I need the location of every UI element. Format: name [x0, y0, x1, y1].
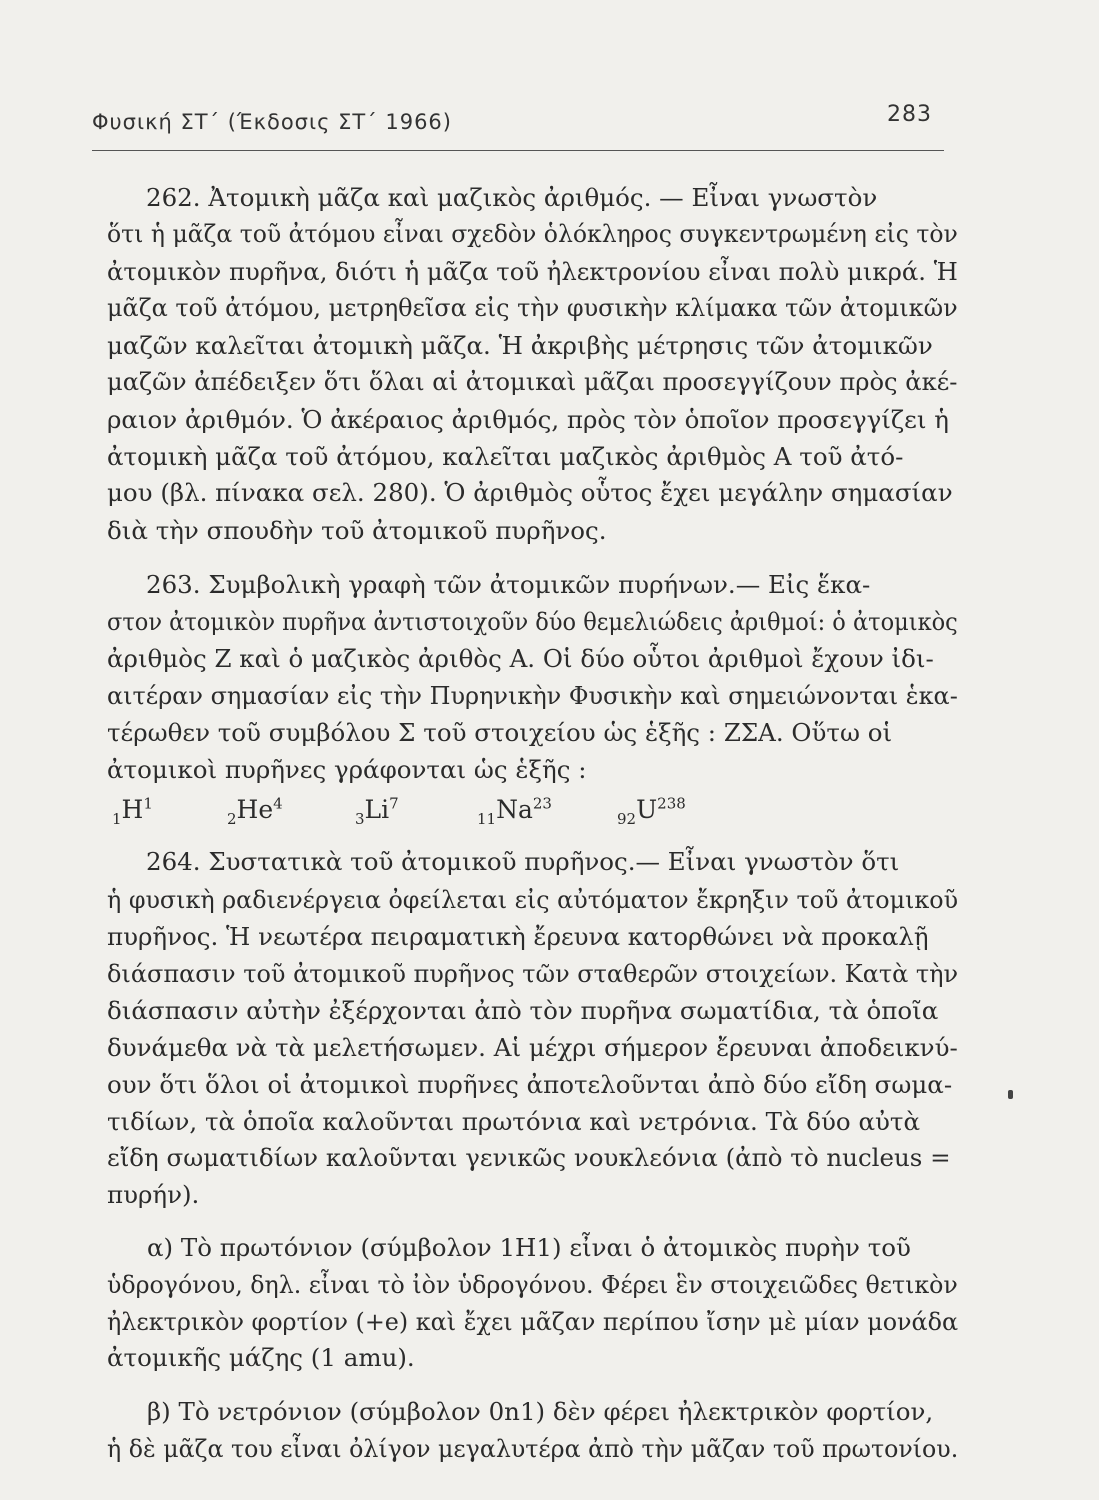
header-title: Φυσική ΣΤ΄ (Έκδοσις ΣΤ΄ 1966) [92, 110, 452, 134]
text-line: διὰ τὴν σπουδὴν τοῦ ἀτομικοῦ πυρῆνος. [107, 516, 607, 545]
text-line: ἡ δὲ μᾶζα του εἶναι ὀλίγον μεγαλυτέρα ἀπὸ τὴν μᾶζαν τοῦ πρωτονίου. [107, 1434, 959, 1463]
text-line: μαζῶν καλεῖται ἀτομικὴ μᾶζα. Ἡ ἀκριβὴς μέτρησις τῶν ἀτομικῶν [107, 331, 933, 360]
text-line: πυρῆνος. Ἡ νεωτέρα πειραματικὴ ἔρευνα κατορθώνει νὰ προκαλῇ [107, 922, 929, 951]
text-line: ἀριθμὸς Ζ καὶ ὁ μαζικὸς ἀριθὸς Α. Οἱ δύο οὗτοι ἀριθμοὶ ἔχουν ἰδι- [107, 644, 934, 673]
header-rule [92, 150, 944, 151]
text-line: ὅτι ἡ μᾶζα τοῦ ἀτόμου εἶναι σχεδὸν ὁλόκληρος συγκεντρωμένη εἰς τὸν [107, 219, 958, 248]
text-line: εἴδη σωματιδίων καλοῦνται γενικῶς νουκλεόνια (ἀπὸ τὸ nucleus = [107, 1143, 951, 1172]
nuclide-formula: $_{92}U^{238}$ [617, 794, 686, 828]
nuclide-formula: $_{11}Na^{23}$ [477, 794, 552, 828]
text-line: διάσπασιν τοῦ ἀτομικοῦ πυρῆνος τῶν σταθερῶν στοιχείων. Κατὰ τὴν [107, 959, 959, 988]
section-264-heading-line: 264. Συστατικὰ τοῦ ἀτομικοῦ πυρῆνος.— Εἶναι γνωστὸν ὅτι [146, 847, 900, 876]
proton-paragraph-line: α) Τὸ πρωτόνιον (σύμβολον 1H1) εἶναι ὁ ἀτομικὸς πυρὴν τοῦ [147, 1233, 911, 1262]
text-line: ἀτομικὸν πυρῆνα, διότι ἡ μᾶζα τοῦ ἠλεκτρονίου εἶναι πολὺ μικρά. Ἡ [107, 257, 958, 286]
text-line: ουν ὅτι ὅλοι οἱ ἀτομικοὶ πυρῆνες ἀποτελοῦνται ἀπὸ δύο εἴδη σωμα- [107, 1070, 953, 1099]
text-line: ἀτομικοὶ πυρῆνες γράφονται ὡς ἑξῆς : [107, 755, 587, 784]
neutron-paragraph-line: β) Τὸ νετρόνιον (σύμβολον 0n1) δὲν φέρει ἠλεκτρικὸν φορτίον, [147, 1397, 934, 1426]
text-line: μου (βλ. πίνακα σελ. 280). Ὁ ἀριθμὸς οὗτος ἔχει μεγάλην σημασίαν [107, 478, 953, 507]
page-number: 283 [887, 102, 932, 127]
text-line: πυρήν). [107, 1180, 200, 1209]
ink-speck [1008, 1090, 1013, 1099]
text-line: ἠλεκτρικὸν φορτίον (+e) καὶ ἔχει μᾶζαν περίπου ἴσην μὲ μίαν μονάδα [107, 1307, 959, 1336]
nuclide-formula: $_2He^4$ [227, 794, 283, 828]
text-line: ἀτομικὴ μᾶζα τοῦ ἀτόμου, καλεῖται μαζικὸς ἀριθμὸς Α τοῦ ἀτό- [107, 442, 904, 471]
text-line: μαζῶν ἀπέδειξεν ὅτι ὅλαι αἱ ἀτομικαὶ μᾶζαι προσεγγίζουν πρὸς ἀκέ- [107, 367, 958, 396]
text-line: στον ἀτομικὸν πυρῆνα ἀντιστοιχοῦν δύο θεμελιώδεις ἀριθμοί: ὁ ἀτομικὸς [107, 607, 958, 636]
section-263-heading-line: 263. Συμβολικὴ γραφὴ τῶν ἀτομικῶν πυρήνων.— Εἰς ἕκα- [146, 570, 871, 599]
text-line: δυνάμεθα νὰ τὰ μελετήσωμεν. Αἱ μέχρι σήμερον ἔρευναι ἀποδεικνύ- [107, 1033, 958, 1062]
nuclide-formula-row [112, 794, 992, 828]
text-line: μᾶζα τοῦ ἀτόμου, μετρηθεῖσα εἰς τὴν φυσικὴν κλίμακα τῶν ἀτομικῶν [107, 293, 958, 322]
text-line: ὑδρογόνου, δηλ. εἶναι τὸ ἰὸν ὑδρογόνου. Φέρει ἓν στοιχειῶδες θετικὸν [107, 1270, 958, 1299]
text-line: διάσπασιν αὐτὴν ἐξέρχονται ἀπὸ τὸν πυρῆνα σωματίδια, τὰ ὁποῖα [107, 996, 939, 1025]
nuclide-formula: $_3Li^7$ [355, 794, 399, 828]
text-line: ἡ φυσικὴ ραδιενέργεια ὀφείλεται εἰς αὐτόματον ἔκρηξιν τοῦ ἀτομικοῦ [107, 885, 959, 914]
text-line: αιτέραν σημασίαν εἰς τὴν Πυρηνικὴν Φυσικὴν καὶ σημειώνονται ἑκα- [107, 681, 958, 710]
text-line: ἀτομικῆς μάζης (1 amu). [107, 1343, 415, 1372]
section-262-heading-line: 262. Ἀτομικὴ μᾶζα καὶ μαζικὸς ἀριθμός. — Εἶναι γνωστὸν [146, 183, 878, 212]
nuclide-formula: $_1H^1$ [112, 794, 153, 828]
text-line: τιδίων, τὰ ὁποῖα καλοῦνται πρωτόνια καὶ νετρόνια. Τὰ δύο αὐτὰ [107, 1107, 920, 1136]
text-line: τέρωθεν τοῦ συμβόλου Σ τοῦ στοιχείου ὡς ἑξῆς : ZΣA. Οὕτω οἱ [107, 718, 893, 747]
running-header [92, 102, 942, 142]
text-line: ραιον ἀριθμόν. Ὁ ἀκέραιος ἀριθμός, πρὸς τὸν ὁποῖον προσεγγίζει ἡ [107, 405, 949, 434]
